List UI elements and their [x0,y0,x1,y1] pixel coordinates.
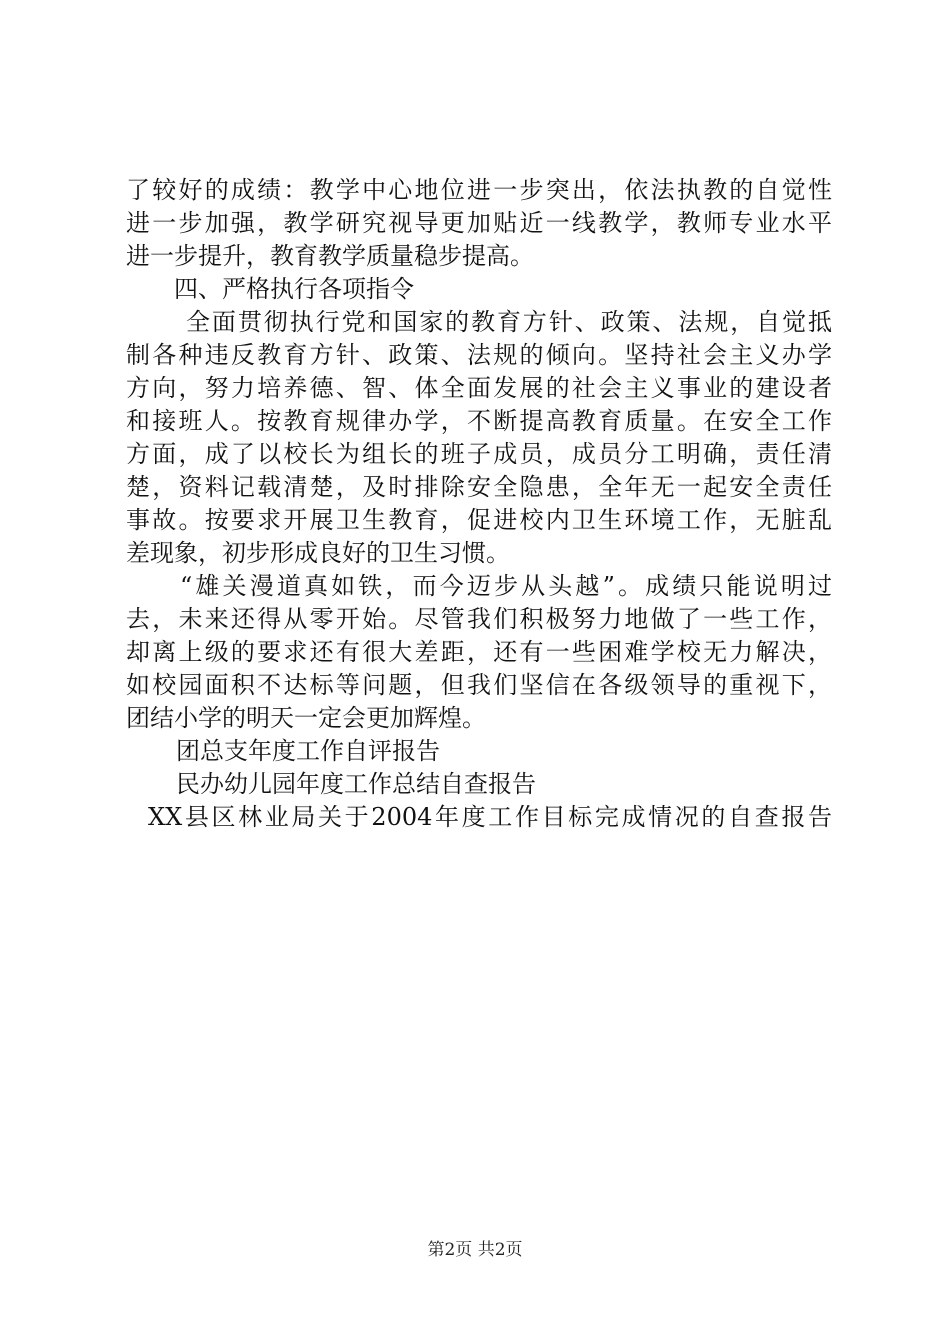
body-line: “雄关漫道真如铁，而今迈步从头越”。成绩只能说明过 [180,572,832,600]
body-line: 和接班人。按教育规律办学，不断提高教育质量。在安全工作 [126,407,832,435]
body-line: 制各种违反教育方针、政策、法规的倾向。坚持社会主义办学 [126,341,832,369]
body-line: 楚，资料记载清楚，及时排除安全隐患，全年无一起安全责任 [126,473,832,501]
body-line: 差现象，初步形成良好的卫生习惯。 [126,539,510,567]
document-body [126,174,832,834]
body-line: 全面贯彻执行党和国家的教育方针、政策、法规，自觉抵 [186,308,832,336]
body-line: 如校园面积不达标等问题，但我们坚信在各级领导的重视下， [126,671,832,699]
section-heading: 四、严格执行各项指令 [174,275,414,303]
body-line: 事故。按要求开展卫生教育，促进校内卫生环境工作，无脏乱 [126,506,832,534]
body-line: 进一步提升，教育教学质量稳步提高。 [126,242,534,270]
body-line: 团结小学的明天一定会更加辉煌。 [126,704,486,732]
body-line: 去，未来还得从零开始。尽管我们积极努力地做了一些工作， [126,605,832,633]
body-line: 方面，成了以校长为组长的班子成员，成员分工明确，责任清 [126,440,832,468]
related-title: 团总支年度工作自评报告 [176,737,440,765]
body-line: 进一步加强，教学研究视导更加贴近一线教学，教师专业水平 [126,209,832,237]
page-number: 第2页 共2页 [427,1240,523,1260]
related-title: XX县区林业局关于2004年度工作目标完成情况的自查报告 [148,803,832,831]
related-title: 民办幼儿园年度工作总结自查报告 [176,770,536,798]
body-line: 却离上级的要求还有很大差距，还有一些困难学校无力解决， [126,638,832,666]
body-line: 了较好的成绩：教学中心地位进一步突出，依法执教的自觉性 [126,176,832,204]
body-line: 方向，努力培养德、智、体全面发展的社会主义事业的建设者 [126,374,832,402]
